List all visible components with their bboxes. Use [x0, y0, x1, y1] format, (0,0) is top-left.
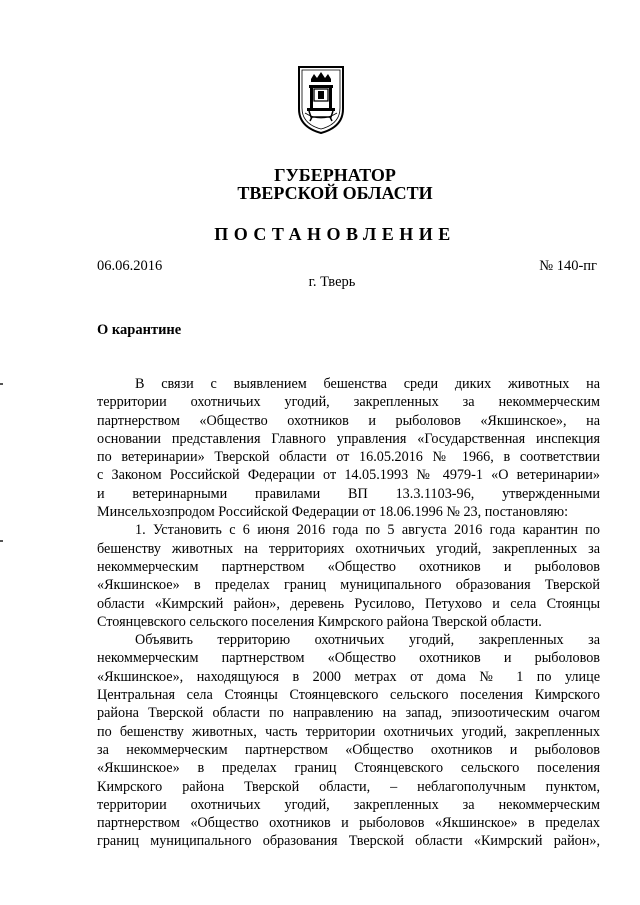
text-line: Центральная села Стоянцы Стоянцевского сельского поселения Кимрского	[97, 687, 600, 704]
scan-edge-mark	[0, 383, 3, 385]
text-line: Минсельхозпродом Российской Федерации от 18.06.1996 № 23, постановляю:	[97, 504, 569, 521]
text-line: по бешенству животных, часть территории охотничьих угодий, закрепленных	[97, 723, 600, 740]
text-line: за некоммерческим партнерством «Общество охотников и рыболовов	[97, 741, 600, 758]
text-line: «Якшинское» в пределах границ муниципального образования Тверской	[97, 577, 600, 594]
paragraph	[97, 375, 600, 393]
scan-edge-mark	[0, 540, 3, 542]
paragraph	[97, 521, 600, 539]
text-line: области «Кимрский район», деревень Русилово, Петухово и села Стоянцы	[97, 595, 600, 612]
text-line: района Тверской области по направлению на запад, эпизоотическим очагом	[97, 705, 600, 722]
issuer-title-line2: ТВЕРСКОЙ ОБЛАСТИ	[237, 183, 433, 203]
text-line: Стоянцевского сельского поселения Кимрского района Тверской области.	[97, 613, 542, 630]
text-line: «Якшинское», находящуюся в 2000 метрах от дома № 1 по улице	[97, 668, 600, 685]
document-number: № 140-пг	[539, 258, 597, 274]
text-line: основании представления Главного управления «Государственная инспекция	[97, 430, 600, 447]
text-line: и ветеринарными правилами ВП 13.3.1103-96, утвержденными	[97, 485, 600, 502]
issuer-title-line1: ГУБЕРНАТОР	[274, 165, 396, 185]
text-line: 1. Установить с 6 июня 2016 года по 5 августа 2016 года карантин по	[135, 522, 600, 539]
text-line: по ветеринарии» Тверской области от 16.05.2016 № 1966, в соответствии	[97, 449, 600, 466]
text-line: партнерством «Общество охотников и рыболовов «Якшинское» в пределах	[97, 815, 600, 832]
document-body	[97, 375, 600, 851]
text-line: территории охотничьих угодий, закрепленных за некоммерческим	[97, 796, 600, 813]
paragraph	[97, 393, 600, 521]
text-line: с Законом Российской Федерации от 14.05.1993 № 4979-1 «О ветеринарии»	[97, 467, 600, 484]
text-line: партнерством «Общество охотников и рыболовов «Якшинское», на	[97, 412, 600, 429]
text-line: территории охотничьих угодий, закрепленных за некоммерческим	[97, 394, 600, 411]
paragraph	[97, 631, 600, 649]
coat-of-arms-emblem	[297, 65, 345, 135]
text-line: некоммерческим партнерством «Общество охотников и рыболовов	[97, 558, 600, 575]
text-line: Кимрского района Тверской области, – неблагополучным пунктом,	[97, 778, 600, 795]
text-line: бешенству животных на территориях охотничьих угодий, закрепленных за	[97, 540, 600, 557]
paragraph	[97, 540, 600, 631]
document-type: ПОСТАНОВЛЕНИЕ	[214, 224, 456, 244]
document-date: 06.06.2016	[97, 258, 163, 274]
document-subject: О карантине	[97, 322, 182, 338]
text-line: Объявить территорию охотничьих угодий, закрепленных за	[135, 632, 600, 649]
text-line: «Якшинское» в пределах границ Стоянцевского сельского поселения	[97, 760, 600, 777]
text-line: границ муниципального образования Тверской области «Кимрский район»,	[97, 833, 600, 850]
document-city: г. Тверь	[308, 274, 356, 290]
text-line: В связи с выявлением бешенства среди диких животных на	[135, 376, 600, 392]
paragraph	[97, 649, 600, 850]
text-line: некоммерческим партнерством «Общество охотников и рыболовов	[97, 650, 600, 667]
